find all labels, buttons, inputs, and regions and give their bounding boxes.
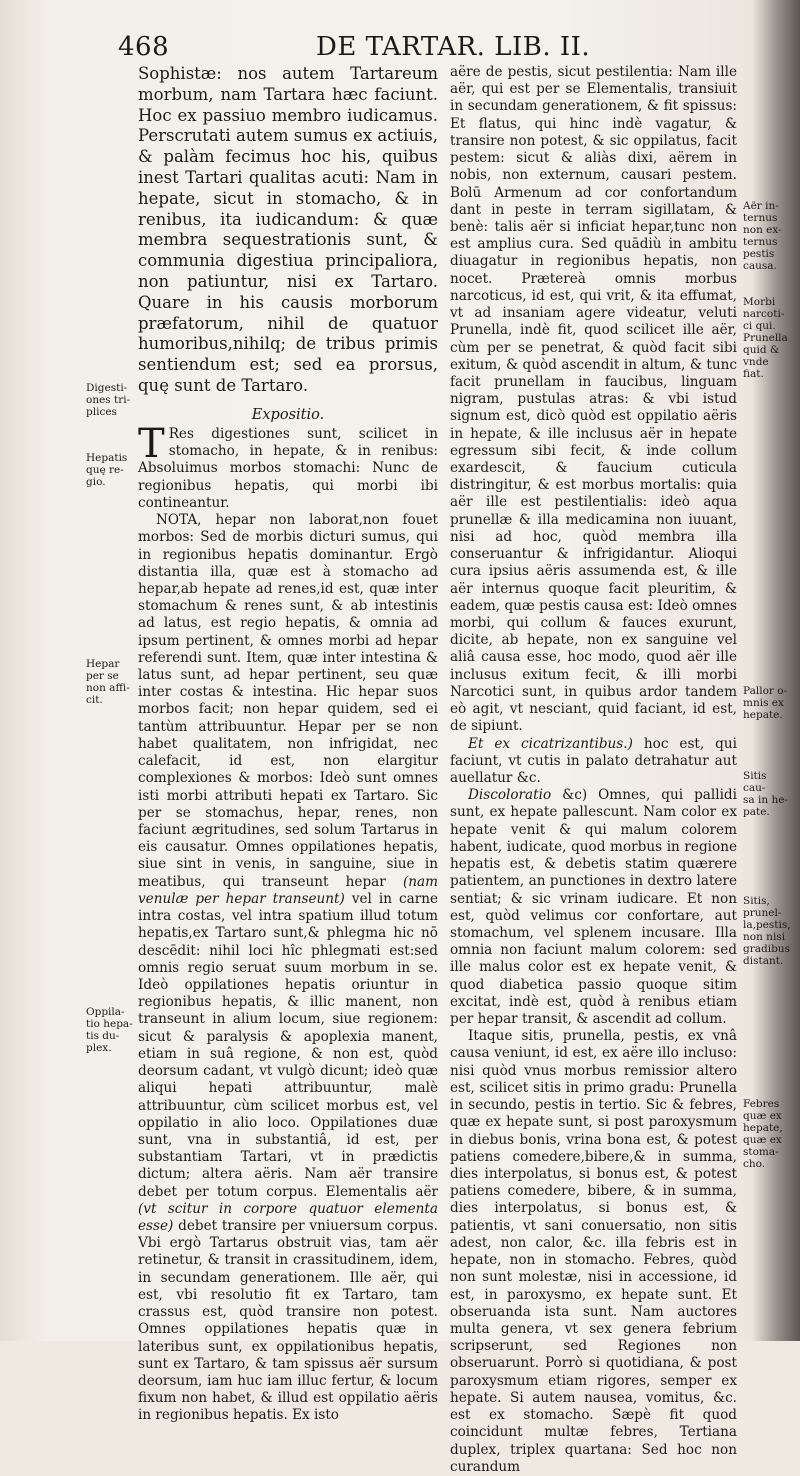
margin-note-right: Pallor o- mnis ex hepate. xyxy=(743,685,788,721)
page-header xyxy=(118,32,738,66)
paragraph-text: hoc est, qui faciunt, vt cutis in palato detrahatur aut auellatur &c. xyxy=(450,735,737,786)
left-text-column xyxy=(138,64,438,1425)
italic-aside: (nam venulæ per hepar transeunt) xyxy=(138,873,438,907)
paragraph-text: Res digestiones sunt, scilicet in stomacho, in hepate, & in renibus: Absoluimus morbos stomachi: Nunc de regionibus hepatis, qui morbi ibi contineantur. xyxy=(138,425,438,511)
drop-cap: T xyxy=(138,420,165,467)
paragraph-text: NOTA, hepar non laborat,non fouet morbos: Sed de morbis dicturi sumus, qui in regionibus hepatis dominantur. Ergò distantia illa, quæ est à stomacho ad hepar,ab hepate ad renes,id est, quæ inter stomachum & renes sunt, & ab intestinis ad latus, est regio hepatis, & omnia ad ipsum pertinent, & omnes morbi ad hepar referendi sunt. Item, quæ inter intestina & latus sunt, ad hepar pertinent, seu quæ inter costas & intestina. Hic hepar suos morbos facit; non hepar quidem, sed ei tantùm attribuuntur. Hepar per se non habet qualitatem, non infrigidat, nec calefacit, id est, non elargitur complexiones & morbos: Ideò sunt omnes isti morbi attributi hepati ex Tartaro. Sic per se stomachus, hepar, renes, non faciunt ægritudines, sed solum Tartarus in eis causatur. Omnes oppilationes hepatis, siue sint in venis, in sanguine, siue in meatibus, qui transeunt hepar xyxy=(138,512,438,890)
page-number: 468 xyxy=(118,32,170,62)
margin-note-left: Digesti- ones tri- plices xyxy=(86,382,131,418)
paragraph-text: vel in carne intra costas, vel intra spatium illud totum hepatis,ex Tartaro sunt,& phlegma hic nō descēdit: nihil loci hîc phlegmati est:sed omnis regio seruat suum morbum in se. Ideò oppilationes hepatis oriuntur in regionibus hepatis, & illic manent, non transeunt in alium locum, siue regionem: sicut & paralysis & apoplexia manent, etiam in suâ regione, & non est, quòd deorsum cadant, vt vulgò dicunt; ideò quæ aliqui hepati attribuuntur, malè attribuuntur, cùm scilicet morbus est, vel oppilatio in alio loco. Oppilationes duæ sunt, vna in substantiâ, id est, per substantiam Tartari, vt in prædictis dictum; altera aëris. Nam aër transire debet per totum corpus. Elementalis aër xyxy=(138,890,438,1200)
paragraph-text: debet transire per vniuersum corpus. Vbi ergò Tartarus obstruit vias, tam aër retinetur, & transit in crassitudinem, idem, in secundam generationem. Ille aër, qui est, vbi resolutio fit ex Tartaro, tam crassus est, quòd transire non potest. Omnes oppilationes hepatis quæ in lateribus sunt, ex oppilationibus hepatis, sunt ex Tartaro, & tam spissus aër sursum deorsum, iam huc iam illuc fertur, & locum fixum non habet, & illud est oppilatio aëris in regionibus hepatis. Ex isto xyxy=(138,1218,438,1424)
running-title: DE TARTAR. LIB. II. xyxy=(316,32,591,62)
margin-note-right: Sitis, prunel- la,pestis, non nisi gradibus distant. xyxy=(743,895,791,967)
section-heading: Expositio. xyxy=(251,406,325,423)
paragraph-text: &c) Omnes, qui pallidi sunt, ex hepate pallescunt. Nam color ex hepate venit & qui malum colorem habent, iudicate, quod morbus in regione hepatis est, & debetis statim quærere patientem, an punctiones in dextro latere sentiat; & sic vrinam iudicare. Et non est, quòd velimus cor confortare, aut stomachum, vel splenem incusare. Illa omnia non faciunt malum colorem: sed ille malus color est ex hepate venit, & quod diabetica passio quoque sitim excitat, indè est, quòd à renibus etiam per hepar transit, & ascendit ad collum. xyxy=(450,787,737,1028)
italic-lemma: Discoloratio xyxy=(468,787,552,804)
paragraph-nota xyxy=(138,512,438,1425)
italic-aside: (vt scitur in corpore quatuor elementa esse) xyxy=(138,1200,438,1235)
paragraph-digestions xyxy=(138,420,438,512)
italic-lemma: Et ex cicatrizantibus.) xyxy=(468,735,633,752)
opening-paragraph: Sophistæ: nos autem Tartareum morbum, nam Tartara hæc faciunt. Hoc ex passiuo membro iudicamus. Perscrutati autem sumus ex actiuis, & palàm fecimus hoc his, quibus inest Tartari qualitas acuti: Nam in hepate, sicut in stomacho, & in renibus, ita iudicandum: & quæ membra sequestrationis sunt, & communia digestiua principaliora, non patiuntur, nisi ex Tartaro. Quare in his causis morborum præfatorum, nihil de quatuor humoribus,nihilq; de tribus primis sentiendum est; sed ea prorsus, quę sunt de Tartaro. xyxy=(138,64,438,395)
paragraph-sitis: Itaque sitis, prunella, pestis, ex vnâ causa veniunt, id est, ex aëre illo incluso: nisi quòd vnus morbus remissior altero est, scilicet sitis in primo gradu: Prunella in secundo, pestis in tertio. Sic & febres, quæ ex hepate sunt, si post paroxysmum in diebus bonis, vrina bona est, & potest patiens comedere,bibere,& in summa, dies interpolatus, si bonus est, & potest patiens comedere, bibere, & in summa, dies interpolatus, si bonus est, & patientis, vt sani conuersatio, non sitis adest, non calor, &c. illa febris est in hepate, non in stomacho. Febres, quòd non sunt molestæ, nisi in accessione, id est, in paroxysmo, ex hepate sunt. Et obseruanda ista sunt. Nam auctores multa genera, vt sex genera febrium scripserunt, sed Regiones non obseruarunt. Porrò si quotidiana, & post paroxysmum etiam rigores, semper ex hepate. Si autem nausea, vomitus, &c. est ex stomacho. Sæpè fit quod coincidunt multæ febres, Tertiana duplex, triplex quartana: Sed hoc non curandum xyxy=(450,1028,737,1475)
margin-note-right: Sitis cau- sa in he- pate. xyxy=(743,770,788,818)
margin-note-right: Morbi narcoti- ci qui. Prunella quid & vnde fiat. xyxy=(743,296,788,380)
margin-note-left: Hepar per se non affi- cit. xyxy=(86,658,130,706)
margin-note-right: Febres quæ ex hepate, quæ ex stoma- cho. xyxy=(743,1098,783,1170)
margin-note-left: Hepatis quę re- gio. xyxy=(86,452,128,488)
paragraph-aer-pestis: aëre de pestis, sicut pestilentia: Nam ille aër, qui est per se Elementalis, transiuit in secundam generationem, & fit spissus: Et flatus, qui hinc indè vagatur, & transire non potest, & sic oppilatus, facit pestem: sicut & aliàs dixi, aërem in nobis, non externum, causari pestem. Bolū Armenum ad cor confortandum dant in peste in terram sigillatam, & benè: talis aër si inficiat hepar,tunc non est amplius cura. Sed quādiù in ambitu diuagatur in regionibus hepatis, non nocet. Prætereà omnis morbus narcoticus, id est, qui vrit, & ita effumat, vt ad insaniam agere videatur, veluti Prunella, indè fit, quod scilicet ille aër, cùm per se penetrat, & quòd facit sibi exitum, & quòd ascendit in altum, & tunc facit prunellam in faucibus, linguam nigram, pustulas atras: & vbi istud signum est, dicò quòd est oppilatio aëris in hepate, & ille inclusus aër in hepate egressum sibi fecit, & inde collum exardescit, & faucium cuticula distringitur, & est morbus mortalis: quia aër ille est pestilentialis: ideò aqua prunellæ & illa medicamina non iuuant, nisi ad hoc, quòd membra illa conseruantur & infrigidantur. Alioqui cura ipsius aëris assumenda est, & ille aër internus quoque facit pleuritim, & eadem, quæ pestis causa est: Ideò omnes morbi, qui collum & fauces exurunt, dicite, ab hepate, non ex sanguine vel aliâ causa esse, hoc modo, quod aër ille inclusus exitum fecit, & illi morbi Narcotici sunt, in quibus ardor tandem eò agit, vt nesciant, quid faciant, id est, de sipiunt. xyxy=(450,64,737,735)
margin-note-left: Oppila- tio hepa- tis du- plex. xyxy=(86,1006,133,1054)
right-text-column xyxy=(450,64,737,1476)
margin-note-right: Aër in- ternus non ex- ternus pestis causa. xyxy=(743,200,782,272)
paragraph-discoloratio xyxy=(450,787,737,1028)
paragraph-cicatrizantibus xyxy=(450,736,737,788)
